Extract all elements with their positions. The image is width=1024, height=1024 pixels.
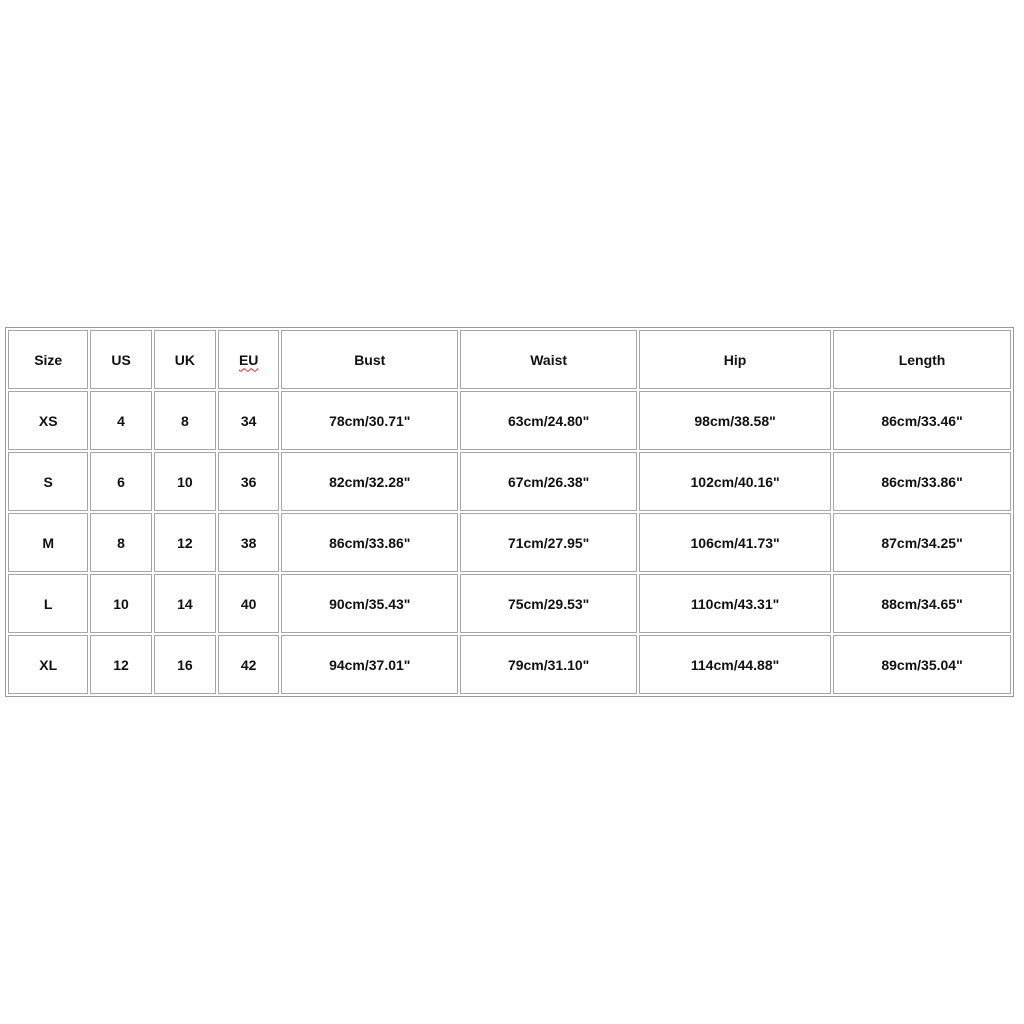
table-row xyxy=(8,391,1011,450)
cell-uk: 10 xyxy=(154,452,216,511)
cell-waist: 75cm/29.53" xyxy=(460,574,637,633)
header-us: US xyxy=(90,330,151,389)
table-row xyxy=(8,635,1011,694)
cell-length: 86cm/33.86" xyxy=(833,452,1011,511)
cell-hip: 102cm/40.16" xyxy=(639,452,831,511)
cell-size: L xyxy=(8,574,88,633)
cell-us: 10 xyxy=(90,574,151,633)
cell-waist: 79cm/31.10" xyxy=(460,635,637,694)
cell-uk: 12 xyxy=(154,513,216,572)
header-hip: Hip xyxy=(639,330,831,389)
cell-bust: 86cm/33.86" xyxy=(281,513,458,572)
header-eu-label: EU xyxy=(238,351,259,368)
header-uk: UK xyxy=(154,330,216,389)
cell-uk: 14 xyxy=(154,574,216,633)
cell-eu: 36 xyxy=(218,452,279,511)
cell-hip: 114cm/44.88" xyxy=(639,635,831,694)
cell-uk: 16 xyxy=(154,635,216,694)
table-row xyxy=(8,513,1011,572)
table-row xyxy=(8,574,1011,633)
header-size: Size xyxy=(8,330,88,389)
header-eu xyxy=(218,330,279,389)
cell-uk: 8 xyxy=(154,391,216,450)
cell-waist: 63cm/24.80" xyxy=(460,391,637,450)
cell-bust: 90cm/35.43" xyxy=(281,574,458,633)
cell-eu: 38 xyxy=(218,513,279,572)
cell-us: 8 xyxy=(90,513,151,572)
cell-bust: 82cm/32.28" xyxy=(281,452,458,511)
cell-size: M xyxy=(8,513,88,572)
cell-length: 86cm/33.46" xyxy=(833,391,1011,450)
cell-length: 89cm/35.04" xyxy=(833,635,1011,694)
header-length: Length xyxy=(833,330,1011,389)
cell-us: 12 xyxy=(90,635,151,694)
size-chart-table xyxy=(5,327,1014,697)
cell-eu: 42 xyxy=(218,635,279,694)
cell-size: XS xyxy=(8,391,88,450)
table-row xyxy=(8,452,1011,511)
cell-size: XL xyxy=(8,635,88,694)
cell-hip: 110cm/43.31" xyxy=(639,574,831,633)
cell-eu: 40 xyxy=(218,574,279,633)
cell-waist: 67cm/26.38" xyxy=(460,452,637,511)
cell-eu: 34 xyxy=(218,391,279,450)
cell-bust: 78cm/30.71" xyxy=(281,391,458,450)
cell-size: S xyxy=(8,452,88,511)
cell-bust: 94cm/37.01" xyxy=(281,635,458,694)
header-bust: Bust xyxy=(281,330,458,389)
cell-length: 87cm/34.25" xyxy=(833,513,1011,572)
header-waist: Waist xyxy=(460,330,637,389)
cell-hip: 106cm/41.73" xyxy=(639,513,831,572)
cell-us: 4 xyxy=(90,391,151,450)
table-header-row xyxy=(8,330,1011,389)
cell-waist: 71cm/27.95" xyxy=(460,513,637,572)
cell-us: 6 xyxy=(90,452,151,511)
cell-length: 88cm/34.65" xyxy=(833,574,1011,633)
cell-hip: 98cm/38.58" xyxy=(639,391,831,450)
